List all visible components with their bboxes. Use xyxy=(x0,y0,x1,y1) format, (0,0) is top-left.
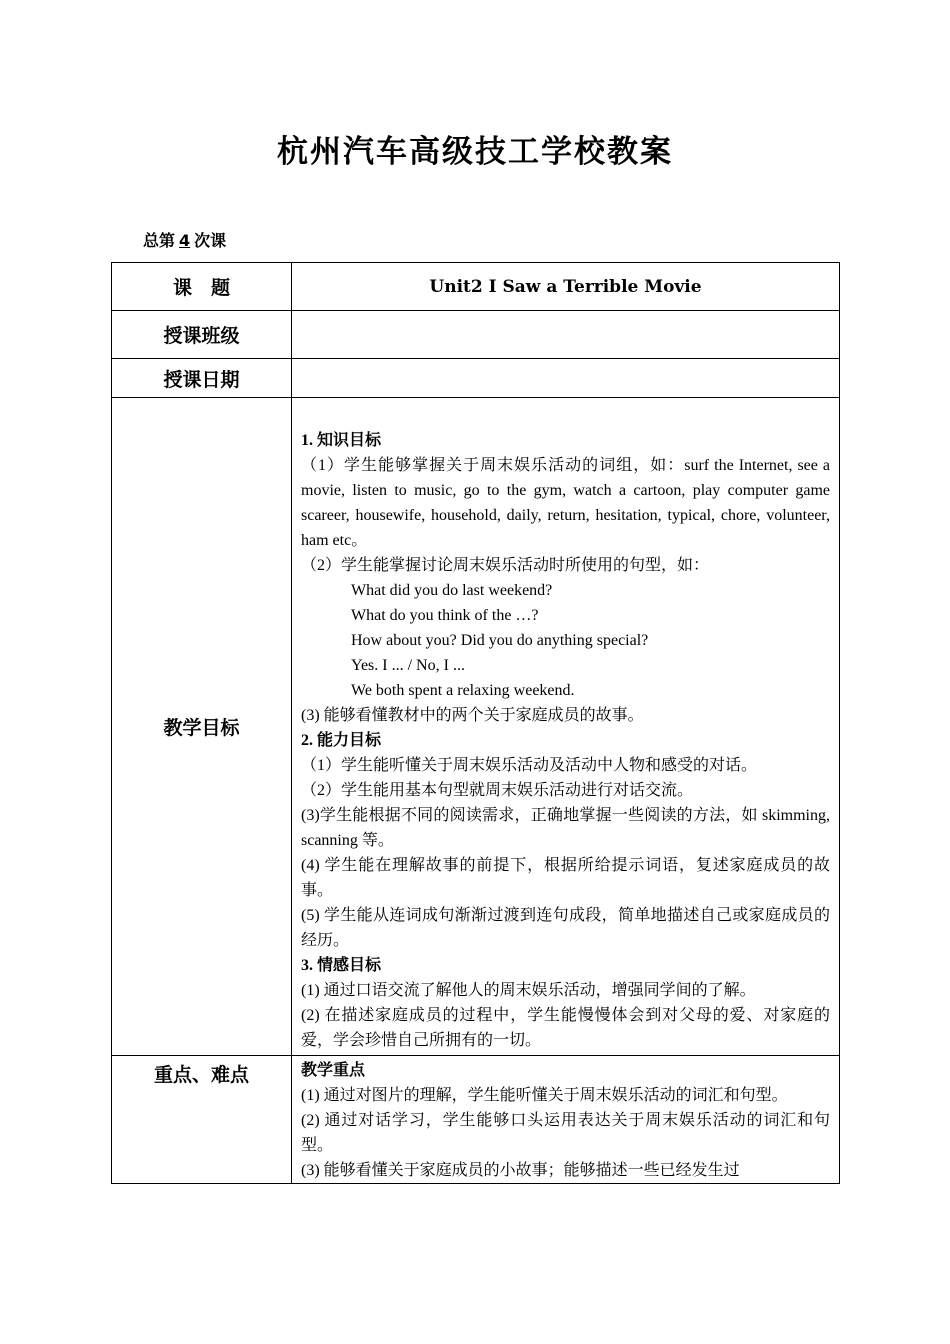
row-date xyxy=(112,359,840,398)
section-heading: 3. 情感目标 xyxy=(301,957,382,974)
list-item: (4) 学生能在理解故事的前提下，根据所给提示词语，复述家庭成员的故事。 xyxy=(301,857,830,899)
date-value[interactable] xyxy=(292,359,840,398)
list-item: (2) 在描述家庭成员的过程中，学生能慢慢体会到对父母的爱、对家庭的爱，学会珍惜自己所拥有的一切。 xyxy=(301,1007,830,1049)
topic-value: Unit2 I Saw a Terrible Movie xyxy=(292,263,840,311)
row-topic xyxy=(112,263,840,311)
row-class xyxy=(112,311,840,359)
row-keypoints xyxy=(112,1056,840,1184)
date-label: 授课日期 xyxy=(112,359,292,398)
list-item: (3) 能够看懂教材中的两个关于家庭成员的故事。 xyxy=(301,707,644,724)
row-objectives xyxy=(112,398,840,1056)
list-item: （1）学生能够掌握关于周末娱乐活动的词组，如：surf the Internet, see a movie, listen to music, go to the gym, watch a cartoon, play computer game scareer, housewife, household, daily, return, hesitation, typical, chore, volunteer, ham etc。 xyxy=(301,457,830,549)
class-label: 授课班级 xyxy=(112,311,292,359)
list-item: (1) 通过口语交流了解他人的周末娱乐活动，增强同学间的了解。 xyxy=(301,982,756,999)
list-item: （2）学生能用基本句型就周末娱乐活动进行对话交流。 xyxy=(301,782,694,799)
objectives-label: 教学目标 xyxy=(112,398,292,1056)
session-suffix: 次课 xyxy=(194,231,227,250)
lesson-plan-table xyxy=(111,262,840,1184)
keypoints-label: 重点、难点 xyxy=(112,1056,292,1184)
section-heading: 2. 能力目标 xyxy=(301,732,382,749)
section-heading: 1. 知识目标 xyxy=(301,432,382,449)
list-item: (5) 学生能从连词成句渐渐过渡到连句成段，简单地描述自己或家庭成员的经历。 xyxy=(301,907,830,949)
list-item: （2）学生能掌握讨论周末娱乐活动时所使用的句型，如： xyxy=(301,557,710,574)
page-title: 杭州汽车高级技工学校教案 xyxy=(277,134,673,170)
session-counter xyxy=(143,228,226,251)
keypoints-cell xyxy=(292,1056,840,1184)
list-item: We both spent a relaxing weekend. xyxy=(351,682,575,699)
objectives-cell xyxy=(292,398,840,1056)
objectives-content xyxy=(292,398,839,1055)
keypoints-content xyxy=(292,1056,839,1183)
section-heading: 教学重点 xyxy=(301,1062,366,1079)
list-item: (2) 通过对话学习，学生能够口头运用表达关于周末娱乐活动的词汇和句型。 xyxy=(301,1112,830,1154)
list-item: (3)学生能根据不同的阅读需求，正确地掌握一些阅读的方法，如 skimming, scanning 等。 xyxy=(301,807,830,849)
list-item: What do you think of the …? xyxy=(351,607,539,624)
list-item: （1）学生能听懂关于周末娱乐活动及活动中人物和感受的对话。 xyxy=(301,757,758,774)
class-value[interactable] xyxy=(292,311,840,359)
topic-label: 课 题 xyxy=(112,263,292,311)
list-item: (1) 通过对图片的理解，学生能听懂关于周末娱乐活动的词汇和句型。 xyxy=(301,1087,788,1104)
list-item: Yes. I ... / No, I ... xyxy=(351,657,465,674)
list-item: What did you do last weekend? xyxy=(351,582,553,599)
session-number: 4 xyxy=(179,231,191,250)
list-item: How about you? Did you do anything special? xyxy=(351,632,649,649)
session-prefix: 总第 xyxy=(143,231,176,250)
list-item: (3) 能够看懂关于家庭成员的小故事；能够描述一些已经发生过 xyxy=(301,1162,740,1179)
